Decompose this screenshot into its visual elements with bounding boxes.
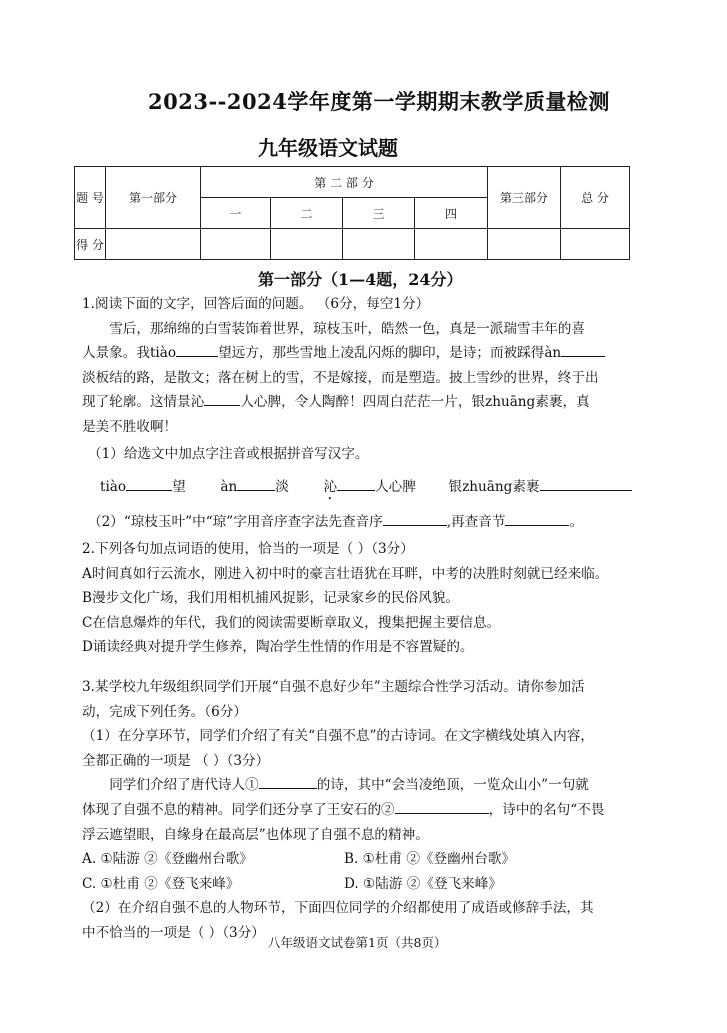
q3-options-row [82, 872, 662, 897]
q2-stem: 2.下列各句加点词语的使用，恰当的一项是（ ）（3分） [82, 541, 414, 557]
q1-sub2-text: （2）“琼枝玉叶”中“琼”字用音序查字法先查音序 [88, 514, 383, 530]
exam-title: 2023--2024学年度第一学期期末教学质量检测 [148, 89, 610, 114]
question-2 [82, 537, 662, 660]
q1-passage-line [82, 390, 662, 415]
q3-option-d[interactable]: D. ①陆游 ②《登飞来峰》 [344, 875, 502, 892]
blank1-answer[interactable] [126, 476, 172, 491]
row-score-label: 得 分 [75, 229, 106, 260]
blank3-answer[interactable] [337, 476, 375, 491]
q1-passage-line: 是美不胜收啊！ [82, 418, 178, 435]
section1-title: 第一部分（1—4题，24分） [258, 270, 463, 289]
q3-passage-line [82, 798, 662, 823]
yinjie-blank[interactable] [505, 511, 569, 526]
blank4-text: 银zhuāng素裹 [448, 479, 540, 495]
q3-passage-text: 的诗，其中“会当凌绝顶，一览众山小”一句就 [316, 777, 589, 794]
score-cell[interactable] [271, 229, 343, 260]
q3-sub1-line: （1）在分享环节，同学们介绍了有关“自强不息”的古诗词。在文字横线处填入内容， [82, 728, 594, 745]
blank3-after: 人心脾 [375, 479, 416, 495]
score-cell[interactable] [488, 229, 561, 260]
header-part1: 第一部分 [106, 167, 201, 229]
q1-inline-blank[interactable] [176, 342, 218, 357]
header-part2: 第 二 部 分 [201, 167, 488, 198]
q1-passage-line: 淡板结的路，是散文；落在树上的雪，不是嫁接，而是塑造。披上雪纱的世界，终于出 [82, 369, 599, 386]
header-total: 总 分 [561, 167, 630, 229]
q3-option-c[interactable]: C. ①杜甫 ②《登飞来峰》 [82, 875, 240, 892]
score-table [74, 166, 630, 260]
q1-passage-text: 人景象。我tiào [82, 345, 177, 362]
q3-passage-line [82, 773, 662, 798]
q3-sub2-line: （2）在介绍自强不息的人物环节，下面四位同学的介绍都使用了成语或修辞手法，其 [82, 900, 594, 917]
blank3-char: 沁 [323, 479, 338, 495]
q1-inline-blank[interactable] [561, 342, 605, 357]
q3-stem-line: 动，完成下列任务。（6分） [82, 703, 247, 720]
q1-inline-blank[interactable] [204, 391, 240, 406]
blank1-pinyin: tiào [100, 479, 127, 495]
header-sub-2: 二 [271, 198, 343, 229]
question-1 [82, 292, 662, 440]
q1-stem: 1.阅读下面的文字，回答后面的问题。 （6分，每空1分） [82, 296, 430, 312]
header-part3: 第三部分 [488, 167, 561, 229]
q2-option-d[interactable]: D诵读经典对提升学生修养，陶冶学生性情的作用是不容置疑的。 [82, 639, 474, 656]
q1-passage-line [82, 341, 662, 366]
question-3 [82, 675, 662, 946]
q3-blank-1[interactable] [259, 774, 317, 789]
blank2-pinyin: àn [220, 479, 238, 495]
header-sub-4: 四 [415, 198, 488, 229]
blank2-after: 淡 [275, 479, 289, 495]
score-cell[interactable] [343, 229, 415, 260]
page-footer: 八年级语文试卷第1页（共8页） [268, 935, 447, 950]
q3-passage-text: 体现了自强不息的精神。同学们还分享了王安石的② [82, 801, 395, 818]
q1-passage-text: 人心脾，令人陶醉！四周白茫茫一片，银zhuāng素裹，真 [240, 394, 590, 411]
q1-passage-text: 现了轮廓。这情景沁 [82, 394, 205, 411]
q2-option-b[interactable]: B漫步文化广场，我们用相机捕风捉影，记录家乡的民俗风貌。 [82, 590, 460, 607]
q2-option-c[interactable]: C在信息爆炸的年代，我们的阅读需要断章取义，搜集把握主要信息。 [82, 614, 501, 631]
q3-passage-text: 同学们介绍了唐代诗人① [109, 777, 259, 794]
q3-blank-2[interactable] [395, 799, 489, 814]
q3-sub2-line: 中不恰当的一项是（ ）（3分） [82, 924, 265, 941]
q3-option-a[interactable]: A. ①陆游 ②《登幽州台歌》 [82, 851, 253, 868]
score-cell[interactable] [106, 229, 201, 260]
blank4-answer[interactable] [540, 476, 632, 491]
q1-passage-text: 望远方，那些雪地上凌乱闪烁的脚印，是诗；而被踩得àn [218, 345, 562, 362]
blank1-after: 望 [172, 479, 186, 495]
q2-option-a[interactable]: A时间真如行云流水，刚进入初中时的豪言壮语犹在耳畔，中考的决胜时刻就已经来临。 [82, 565, 609, 582]
yinxu-blank[interactable] [383, 511, 447, 526]
blank2-answer[interactable] [237, 476, 275, 491]
q3-sub1-line: 全都正确的一项是 （ ）（3分） [82, 752, 270, 769]
header-ti-hao: 题 号 [75, 167, 106, 229]
score-cell[interactable] [415, 229, 488, 260]
q1-sub1: （1）给选文中加点字注音或根据拼音写汉字。 [88, 446, 369, 462]
q1-blanks-row [100, 475, 632, 503]
q1-sub2-text: ,再查音节 [446, 514, 506, 530]
q1-passage-line: 雪后，那绵绵的白雪装饰着世界，琼枝玉叶，皓然一色，真是一派瑞雪丰年的喜 [109, 320, 585, 337]
score-cell[interactable] [561, 229, 630, 260]
q3-stem-line: 3.某学校九年级组织同学们开展“自强不息好少年”主题综合性学习活动。请你参加活 [82, 679, 585, 695]
header-sub-3: 三 [343, 198, 415, 229]
header-sub-1: 一 [201, 198, 271, 229]
q1-sub2 [88, 510, 583, 534]
score-cell[interactable] [201, 229, 271, 260]
exam-subtitle: 九年级语文试题 [258, 136, 398, 160]
q3-options-row [82, 847, 662, 872]
q1-sub2-text: 。 [569, 514, 584, 530]
q3-option-b[interactable]: B. ①杜甫 ②《登幽州台歌》 [344, 851, 516, 868]
q3-passage-line: 浮云遮望眼，自缘身在最高层”也体现了自强不息的精神。 [82, 826, 429, 843]
q3-passage-text: ，诗中的名句“不畏 [488, 801, 605, 818]
